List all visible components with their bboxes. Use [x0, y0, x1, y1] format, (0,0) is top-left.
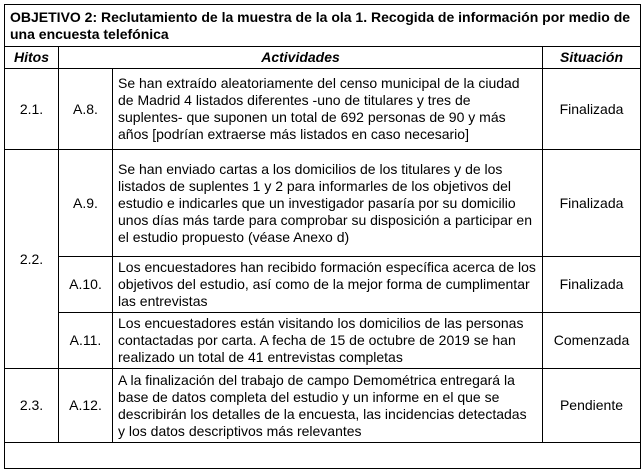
hito-cell: 2.2.: [5, 150, 59, 369]
table-row: [5, 369, 641, 443]
table-row-cutoff: [5, 443, 641, 469]
table-row: [5, 313, 641, 369]
objective-status-table: [4, 4, 641, 469]
activity-code-cell: A.10.: [59, 257, 113, 313]
objective-title: OBJETIVO 2: Reclutamiento de la muestra de la ola 1. Recogida de información por medio de una encuesta telefónica: [5, 5, 641, 47]
activity-text-cell: Se han enviado cartas a los domicilios de los titulares y de los listados de suplentes 1 y 2 para informarles de los objetivos del estudio e indicarles que un investigador pasaría por su domicilio unos días más tarde para comprobar su disposición a participar en el estudio propuesto (véase Anexo d): [113, 150, 543, 257]
column-header-situacion: Situación: [543, 47, 641, 69]
status-cell: Finalizada: [543, 150, 641, 257]
activity-text-cell: Se han extraído aleatoriamente del censo municipal de la ciudad de Madrid 4 listados diferentes -uno de titulares y tres de suplentes- que suponen un total de 692 personas de 90 y más años [podrían extraerse más listados en caso necesario]: [113, 69, 543, 150]
table-row: [5, 257, 641, 313]
table-title-row: [5, 5, 641, 47]
column-header-row: [5, 47, 641, 69]
activity-text-cell: A la finalización del trabajo de campo Demométrica entregará la base de datos completa del estudio y un informe en el que se describirán los detalles de la encuesta, las incidencias detectadas y los datos descriptivos más relevantes: [113, 369, 543, 443]
activity-code-cell: A.12.: [59, 369, 113, 443]
hito-cell: 2.1.: [5, 69, 59, 150]
table-row: [5, 150, 641, 257]
table-row: [5, 69, 641, 150]
activity-code-cell: A.8.: [59, 69, 113, 150]
status-cell: Comenzada: [543, 313, 641, 369]
empty-cutoff-cell: [5, 443, 641, 469]
status-cell: Finalizada: [543, 257, 641, 313]
hito-cell: 2.3.: [5, 369, 59, 443]
column-header-actividades: Actividades: [59, 47, 543, 69]
activity-text-cell: Los encuestadores están visitando los domicilios de las personas contactadas por carta. A fecha de 15 de octubre de 2019 se han realizado un total de 41 entrevistas completas: [113, 313, 543, 369]
status-cell: Finalizada: [543, 69, 641, 150]
column-header-hitos: Hitos: [5, 47, 59, 69]
activity-text-cell: Los encuestadores han recibido formación específica acerca de los objetivos del estudio, así como de la mejor forma de cumplimentar las entrevistas: [113, 257, 543, 313]
activity-code-cell: A.9.: [59, 150, 113, 257]
activity-code-cell: A.11.: [59, 313, 113, 369]
status-cell: Pendiente: [543, 369, 641, 443]
